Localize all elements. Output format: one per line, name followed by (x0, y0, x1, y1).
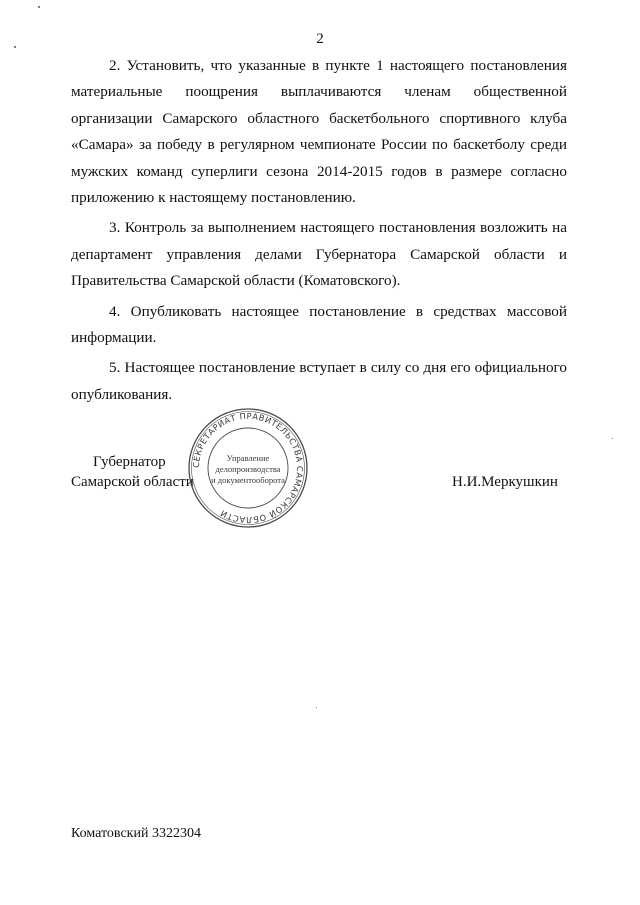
footer-note: Коматовский 3322304 (71, 826, 201, 841)
paragraph-4: 4. Опубликовать настоящее постановление в средствах массовой информации. (71, 302, 567, 347)
stamp-inner-line3: и документооборота (211, 475, 285, 485)
paragraph-2: 2. Установить, что указанные в пункте 1 настоящего постановления материальные поощрения выплачиваются членам общественной организации Самарского областного баскетбольного спортивного клуба «Самара» за победу в регулярном чемпионате России по баскетболу среди мужских команд суперлиги сезона 2014-2015 годов в размере согласно приложению к настоящему постановлению. (71, 57, 567, 207)
scan-speck (612, 438, 613, 439)
document-body (71, 53, 567, 412)
signer-title-line1: Губернатор (93, 454, 166, 470)
signer-title (71, 452, 194, 492)
scan-speck (38, 6, 40, 8)
signer-title-line2: Самарской области (71, 474, 194, 490)
scan-speck (14, 46, 16, 48)
scan-speck (316, 707, 317, 708)
paragraph-3: 3. Контроль за выполнением настоящего постановления возложить на департамент управления делами Губернатора Самарской области и Правительства Самарской области (Коматовского). (71, 219, 567, 290)
stamp-inner-line2: делопроизводства (215, 464, 281, 474)
page-number: 2 (316, 31, 324, 47)
official-stamp (186, 406, 310, 530)
stamp-outer-text: СЕКРЕТАРИАТ ПРАВИТЕЛЬСТВА САМАРСКОЙ ОБЛАСТИ (190, 410, 306, 526)
stamp-inner-line1: Управление (226, 453, 270, 463)
signer-name: Н.И.Меркушкин (452, 474, 558, 490)
paragraph-5: 5. Настоящее постановление вступает в силу со дня его официального опубликования. (71, 359, 567, 403)
